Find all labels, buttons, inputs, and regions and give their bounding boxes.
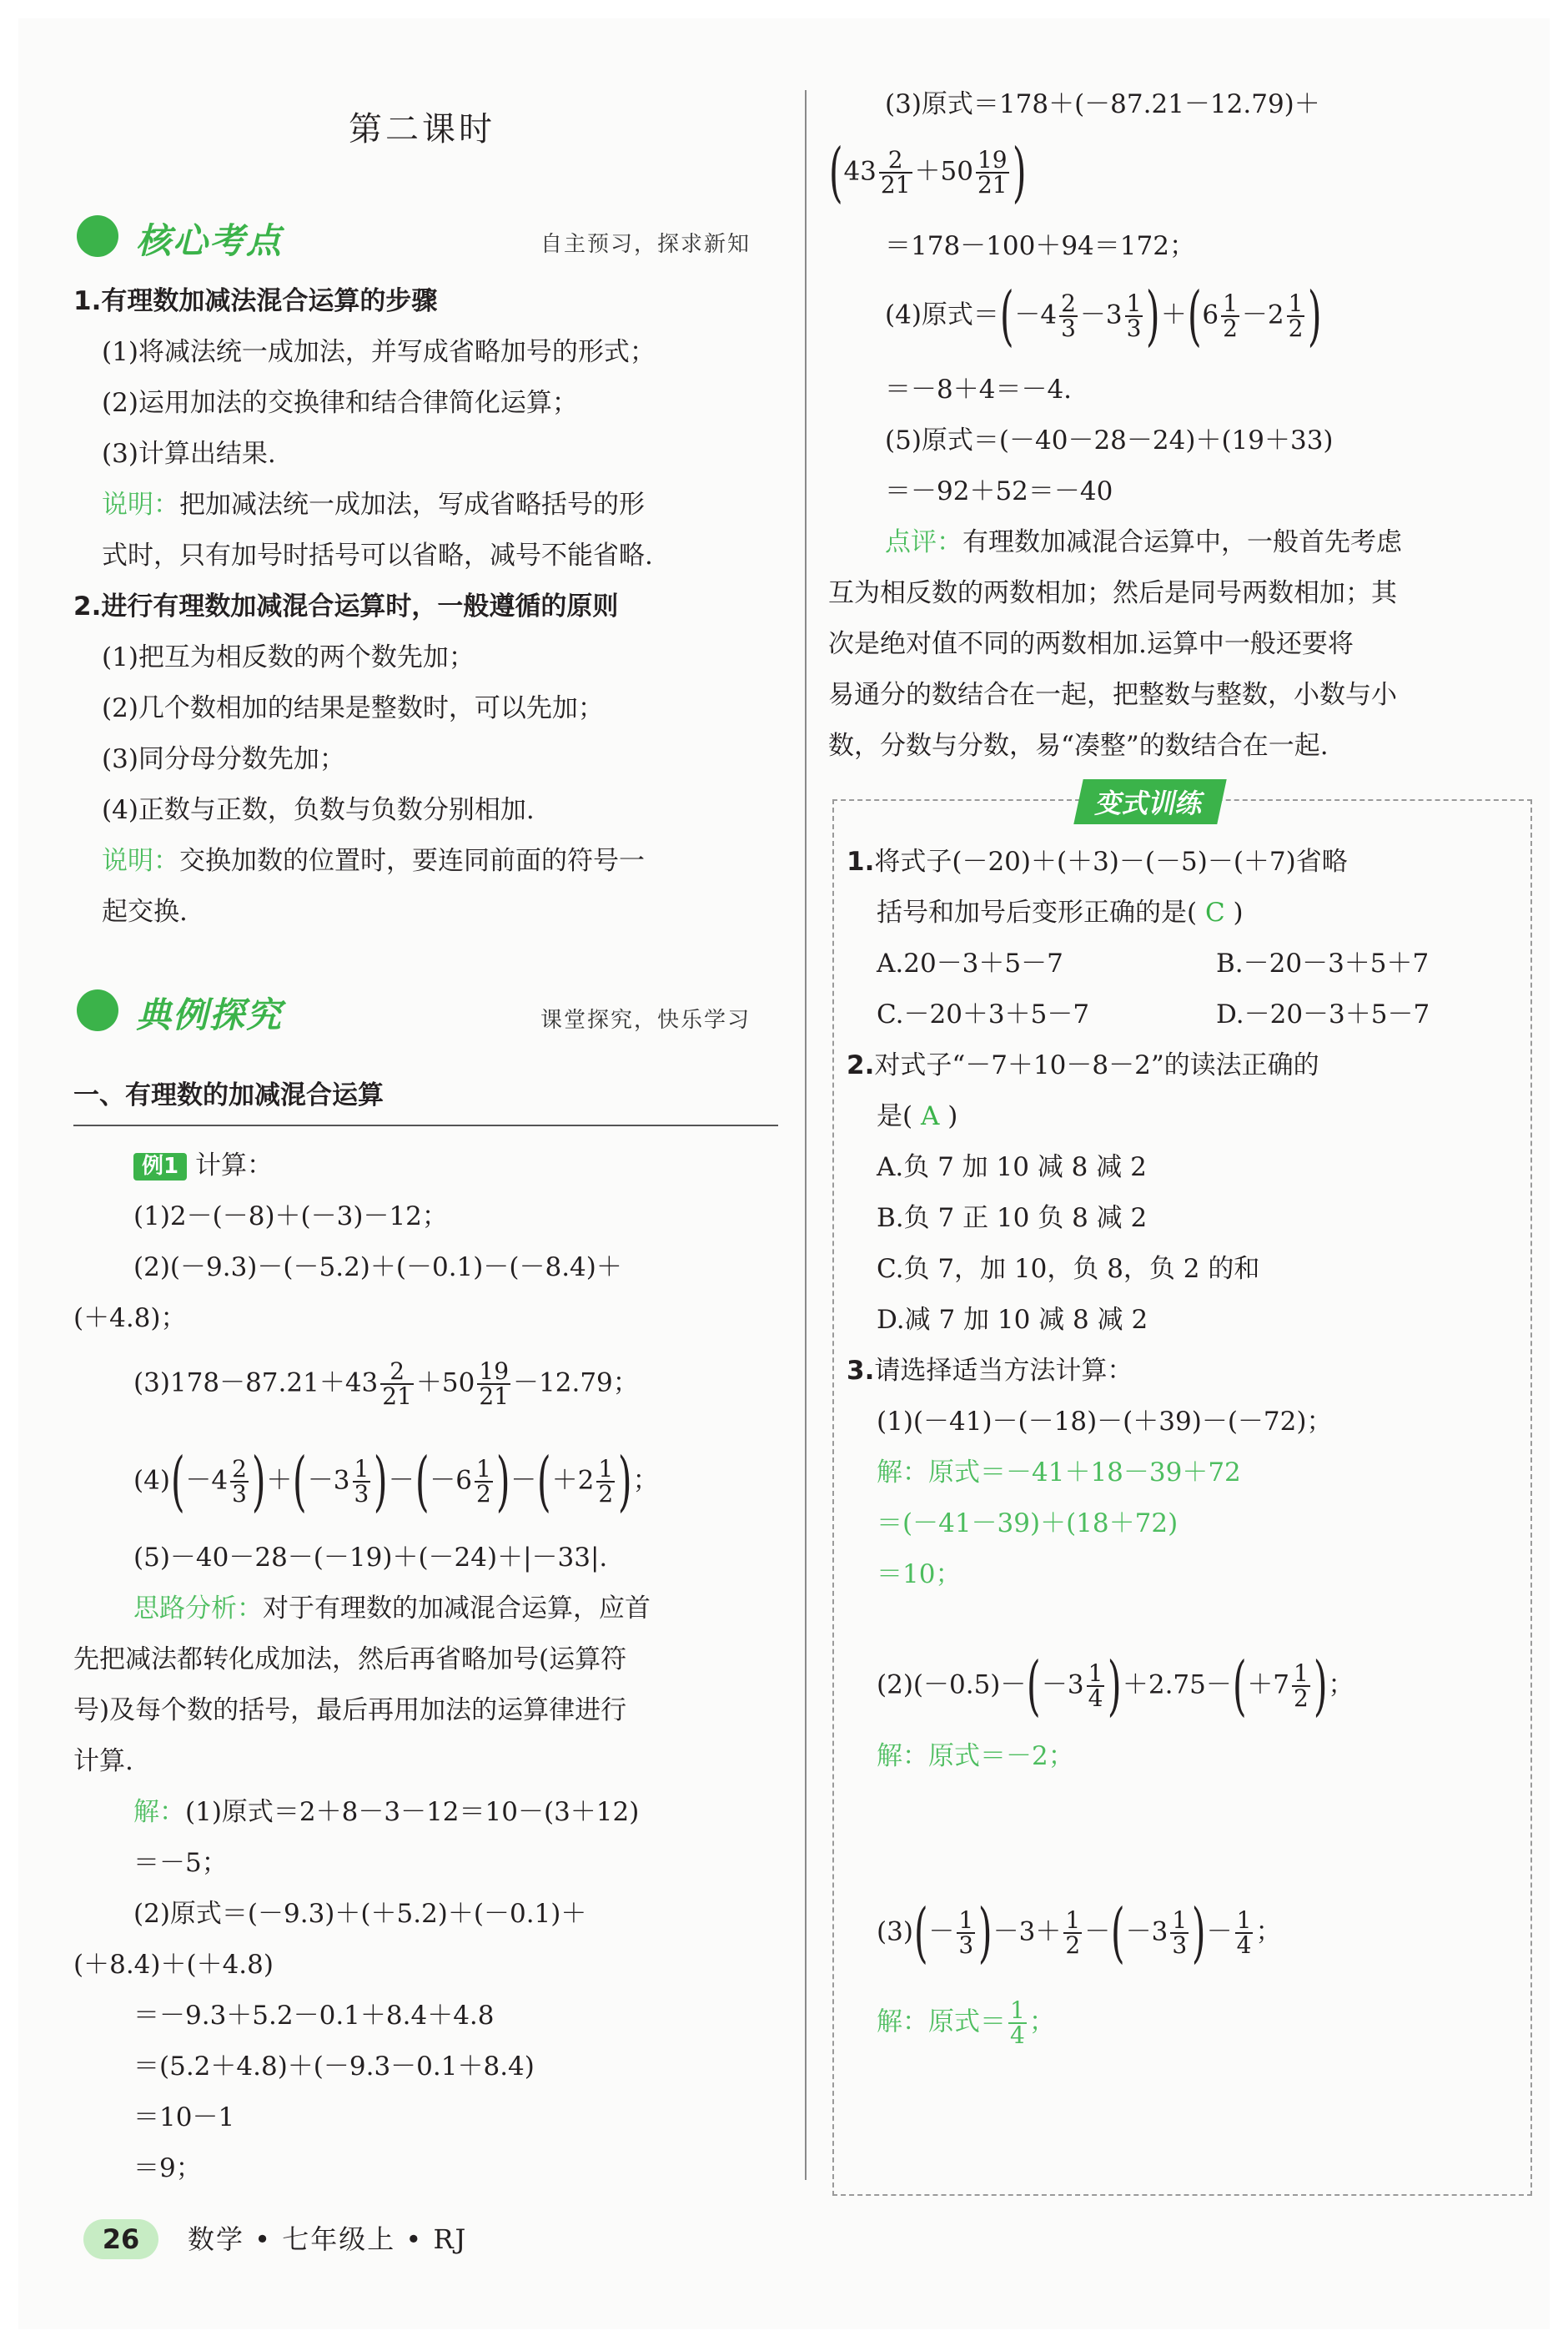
practice-1-option-a: A.20－3＋5－7 [877,949,1063,979]
practice-title: 变式训练 [1073,779,1226,824]
chart-icon [77,989,118,1031]
heart-icon [77,215,118,257]
practice-3-a1-line-1: 解：原式＝－41＋18－39＋72 [877,1457,1241,1488]
section-title-core: 核心考点 [136,220,284,261]
comment-line-5: 数，分数与分数，易“凑整”的数结合在一起. [828,731,1329,761]
practice-2-answer: A [920,1101,940,1131]
footer-text: 数学 • 七年级上 • RJ [188,2223,468,2255]
comment-line-3: 次是绝对值不同的两数相加.运算中一般还要将 [828,629,1354,659]
comment-line-2: 互为相反数的两数相加；然后是同号两数相加；其 [828,578,1397,608]
solution-2d: ＝(5.2＋4.8)＋(－9.3－0.1＋8.4) [133,2051,535,2082]
example-q2: (2)(－9.3)－(－5.2)＋(－0.1)－(－8.4)＋ [133,1252,622,1282]
solution-1a: 解：(1)原式＝2＋8－3－12＝10－(3＋12) [133,1797,640,1827]
analysis-line-3: 号)及每个数的括号，最后再用加法的运算律进行 [73,1695,627,1725]
kp2-note: 说明：交换加数的位置时，要连同前面的符号一 [102,846,645,876]
practice-3-q3: (3)(－ $\frac{1}{3}$ )－3＋ $\frac{1}{2}$ －(－3 $\frac{1}{3}$ )－ $\frac{1}{4}$ ； [877,1895,1282,1971]
example-badge: 例1 [133,1153,187,1181]
section-subtitle-examples: 课堂探究，快乐学习 [540,1008,751,1033]
section-title-examples: 典例探究 [136,994,284,1035]
comment-line-4: 易通分的数结合在一起，把整数与整数，小数与小 [828,680,1397,710]
practice-3-a1-line-2: ＝(－41－39)＋(18＋72) [877,1508,1179,1538]
example-q5: (5)－40－28－(－19)＋(－24)＋|－33|. [133,1543,608,1573]
practice-3-a2: 解：原式＝－2； [877,1741,1074,1771]
practice-1-option-d: D.－20－3＋5－7 [1216,999,1430,1030]
practice-1-line-2: 括号和加号后变形正确的是( C ) [877,898,1244,928]
example-q2-cont: (＋4.8)； [73,1303,187,1333]
kp1-note-line-2: 式时，只有加号时括号可以省略，减号不能省略. [102,541,653,571]
solution-2e: ＝10－1 [133,2102,235,2132]
kp1-heading: 1.有理数加减法混合运算的步骤 [73,286,438,316]
section-subtitle-core: 自主预习，探求新知 [540,232,751,257]
solution-2a: (2)原式＝(－9.3)＋(＋5.2)＋(－0.1)＋ [133,1899,587,1929]
kp1-note: 说明：把加减法统一成加法，写成省略括号的形 [102,490,645,520]
page-title: 第二课时 [349,110,495,149]
solution-3b: (43 $\frac{2}{21}$ ＋50 $\frac{19}{21}$ ) [828,135,1027,210]
kp1-item-3: (3)计算出结果. [102,439,276,469]
practice-1-option-b: B.－20－3＋5＋7 [1216,949,1430,979]
solution-1b: ＝－5； [133,1848,228,1878]
solution-5b: ＝－92＋52＝－40 [885,476,1113,506]
practice-3-a1-line-3: ＝10； [877,1559,962,1589]
solution-3a: (3)原式＝178＋(－87.21－12.79)＋ [885,89,1320,119]
solution-2c: ＝－9.3＋5.2－0.1＋8.4＋4.8 [133,2001,495,2031]
kp2-note-line-2: 起交换. [102,897,188,927]
practice-3-q2: (2)(－0.5)－(－3 $\frac{1}{4}$ )＋2.75－(＋7 $\frac{1}{2}$ )； [877,1649,1354,1724]
practice-2-option-b: B.负 7 正 10 负 8 减 2 [877,1203,1148,1233]
analysis-line-2: 先把减法都转化成加法，然后再省略加号(运算符 [73,1644,627,1674]
solution-2f: ＝9； [133,2153,202,2183]
kp2-item-1: (1)把互为相反数的两个数先加； [102,642,475,672]
example-q4: (4)(－4 $\frac{2}{3}$ )＋(－3 $\frac{1}{3}$ )－(－6 $\frac{1}{2}$ )－(＋2 $\frac{1}{2}$ )； [133,1444,659,1519]
example-1-header: 例1 计算： [133,1151,273,1181]
solution-3c: ＝178－100＋94＝172； [885,231,1195,261]
practice-1-option-c: C.－20＋3＋5－7 [877,999,1090,1030]
column-divider [805,90,807,2180]
analysis-line-4: 计算. [73,1746,133,1776]
topic-heading: 一、有理数的加减混合运算 [73,1080,384,1110]
example-q1: (1)2－(－8)＋(－3)－12； [133,1201,448,1231]
kp2-item-4: (4)正数与正数，负数与负数分别相加. [102,795,535,825]
practice-2-option-d: D.减 7 加 10 减 8 减 2 [877,1305,1148,1335]
topic-underline [73,1125,778,1126]
kp2-item-3: (3)同分母分数先加； [102,744,345,774]
solution-4a: (4)原式＝(－4 $\frac{2}{3}$ －3 $\frac{1}{3}$ )＋(6 $\frac{1}{2}$ －2 $\frac{1}{2}$ ) [885,279,1323,354]
solution-4b: ＝－8＋4＝－4. [885,375,1073,405]
practice-1-answer: C [1204,898,1225,928]
kp1-item-2: (2)运用加法的交换律和结合律简化运算； [102,388,578,418]
practice-2-option-c: C.负 7，加 10，负 8，负 2 的和 [877,1254,1260,1284]
practice-3-q1: (1)(－41)－(－18)－(＋39)－(－72)； [877,1407,1333,1437]
kp2-item-2: (2)几个数相加的结果是整数时，可以先加； [102,693,604,723]
page-number: 26 [83,2219,158,2259]
solution-5a: (5)原式＝(－40－28－24)＋(19＋33) [885,425,1334,456]
example-q3: (3)178－87.21＋43 $\frac{2}{21}$ ＋50 $\frac{19}{21}$ －12.79； [133,1357,639,1410]
analysis-line-1: 思路分析：对于有理数的加减混合运算，应首 [133,1593,651,1624]
solution-2b: (＋8.4)＋(＋4.8) [73,1950,274,1980]
practice-3-a3: 解：原式＝ $\frac{1}{4}$ ； [877,1996,1055,2049]
kp2-heading: 2.进行有理数加减混合运算时，一般遵循的原则 [73,592,619,622]
practice-3-heading: 3.请选择适当方法计算： [847,1356,1133,1386]
practice-2-option-a: A.负 7 加 10 减 8 减 2 [877,1152,1147,1182]
comment-line-1: 点评：有理数加减混合运算中，一般首先考虑 [885,527,1402,557]
practice-1-line-1: 1.将式子(－20)＋(＋3)－(－5)－(＋7)省略 [847,847,1348,877]
kp1-item-1: (1)将减法统一成加法，并写成省略加号的形式； [102,337,656,367]
practice-2-line-1: 2.对式子“－7＋10－8－2”的读法正确的 [847,1050,1319,1080]
practice-2-line-2: 是( A ) [877,1101,958,1131]
